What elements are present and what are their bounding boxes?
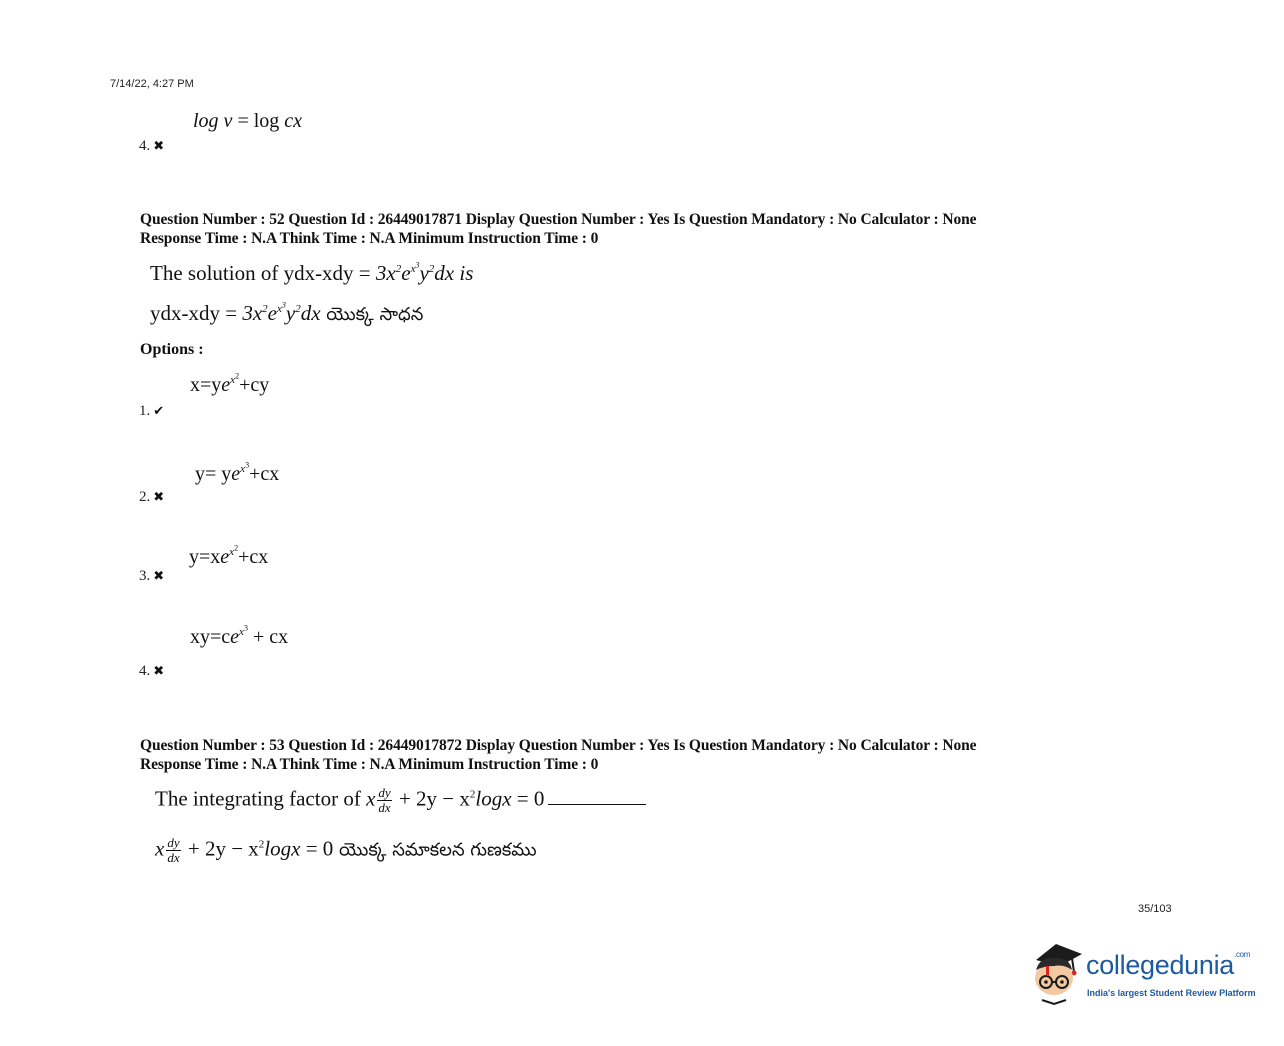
q53-meta-line2: Response Time : N.A Think Time : N.A Minimum Instruction Time : 0 [140, 756, 599, 773]
option-number: 4. [139, 138, 151, 154]
prev-option-4-expression: log v = log cx [193, 110, 303, 132]
q53-english-statement: The integrating factor of x $\frac{dy}{dx}$ + $2y - x^2\log x = 0$ [155, 786, 646, 815]
page-number: 35/103 [1138, 903, 1172, 915]
wrong-icon: ✖ [153, 663, 165, 678]
option-4 [139, 662, 164, 680]
q52-meta-line1: Question Number : 52 Question Id : 26449017871 Display Question Number : Yes Is Question Mandatory : No Calculator : None [140, 211, 977, 228]
brand-tagline: India's largest Student Review Platform [1087, 988, 1256, 998]
option-1-expression: $x=ye^{x^2}+cy$ [190, 371, 270, 396]
q53-telugu-statement: x $\frac{dy}{dx}$ + $2y - x^2\log x = 0$ యొక్క సమాకలన గుణకము [155, 835, 537, 865]
wrong-icon: ✖ [153, 138, 165, 153]
q52-telugu-statement: $ydx-xdy = 3x^2e^{x^3}y^2dx$ యొక్క సాధన [150, 300, 424, 325]
q53-meta [140, 736, 976, 774]
prev-option-4 [139, 137, 164, 155]
option-number: 2. [139, 489, 151, 505]
option-number: 4. [139, 663, 151, 679]
q52-english-statement: The solution of $ydx-xdy = 3x^2e^{x^3}y^2dx$ is [150, 260, 474, 285]
q52-meta [140, 210, 976, 248]
option-3 [139, 567, 164, 585]
option-4-expression: $xy=ce^{x^3}$ + cx [190, 623, 289, 648]
wrong-icon: ✖ [153, 568, 165, 583]
option-number: 1. [139, 403, 151, 419]
option-number: 3. [139, 568, 151, 584]
q52-meta-line2: Response Time : N.A Think Time : N.A Minimum Instruction Time : 0 [140, 230, 599, 247]
print-timestamp: 7/14/22, 4:27 PM [110, 78, 194, 90]
mascot-icon [1026, 940, 1084, 1006]
correct-icon: ✔ [153, 403, 165, 418]
q53-meta-line1: Question Number : 53 Question Id : 26449017872 Display Question Number : Yes Is Question Mandatory : No Calculator : None [140, 737, 977, 754]
option-3-expression: $y=xe^{x^2}+cx$ [189, 543, 269, 568]
wrong-icon: ✖ [153, 489, 165, 504]
options-label: Options : [140, 341, 204, 358]
option-2-expression: $y= ye^{x^3}+cx$ [195, 460, 280, 485]
answer-blank [548, 788, 646, 805]
option-2 [139, 488, 164, 506]
option-1 [139, 402, 164, 420]
brand-name: collegedunia$^{.com}$ [1086, 950, 1251, 980]
